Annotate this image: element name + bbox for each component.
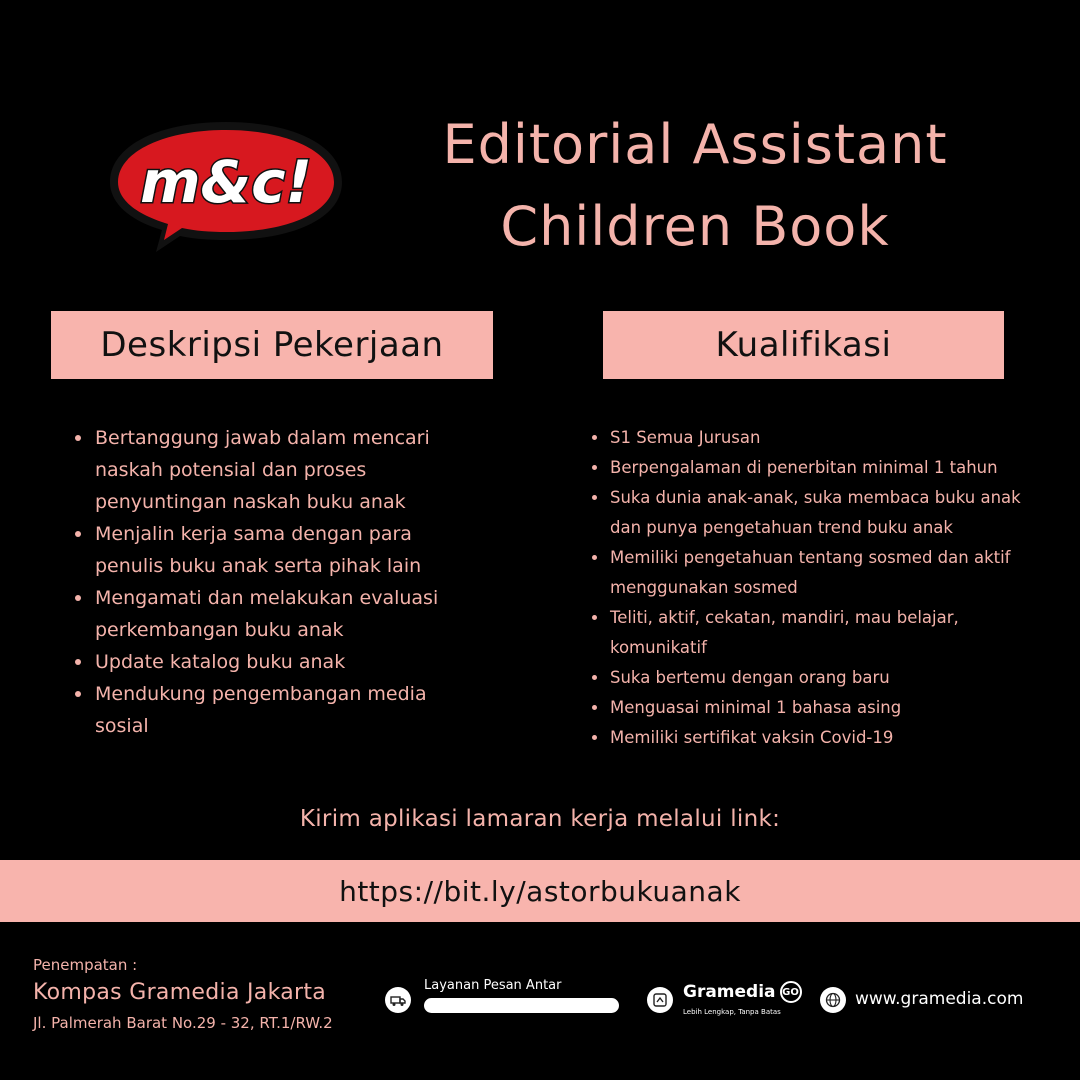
mc-logo-text: m&c!	[140, 148, 312, 216]
qualification-item: Teliti, aktif, cekatan, mandiri, mau belajar, komunikatif	[610, 603, 1050, 663]
gramedia-app-icon	[647, 987, 673, 1013]
description-item: Mengamati dan melakukan evaluasi perkembangan buku anak	[95, 582, 475, 646]
description-item: Mendukung pengembangan media sosial	[95, 678, 475, 742]
placement-address: Jl. Palmerah Barat No.29 - 32, RT.1/RW.2	[33, 1014, 333, 1032]
cta-text: Kirim aplikasi lamaran kerja melalui link:	[299, 806, 781, 832]
placement-name: Kompas Gramedia Jakarta	[33, 980, 327, 1005]
qualification-item: Suka bertemu dengan orang baru	[610, 663, 1050, 693]
delivery-label: Layanan Pesan Antar	[424, 978, 562, 993]
mc-logo-bubble	[106, 116, 346, 256]
gramedia-brand-name: Gramedia	[683, 982, 776, 1002]
qualification-item: S1 Semua Jurusan	[610, 423, 1050, 453]
description-item: Menjalin kerja sama dengan para penulis buku anak serta pihak lain	[95, 518, 475, 582]
gramedia-tagline: Lebih Lengkap, Tanpa Batas	[683, 1008, 781, 1016]
placement-label: Penempatan :	[33, 956, 138, 974]
qualifications-header: Kualifikasi	[603, 311, 1004, 379]
description-item: Bertanggung jawab dalam mencari naskah potensial dan proses penyuntingan naskah buku anak	[95, 422, 475, 518]
page-title-line-2: Children Book	[500, 195, 890, 258]
mc-logo	[106, 116, 346, 256]
application-link[interactable]: https://bit.ly/astorbukuanak	[0, 860, 1080, 922]
delivery-icon	[385, 987, 411, 1013]
qualification-item: Berpengalaman di penerbitan minimal 1 tahun	[610, 453, 1050, 483]
website-link[interactable]: www.gramedia.com	[855, 989, 1024, 1009]
qualification-item: Menguasai minimal 1 bahasa asing	[610, 693, 1050, 723]
description-header: Deskripsi Pekerjaan	[51, 311, 493, 379]
description-list	[95, 422, 475, 742]
qualification-item: Memiliki pengetahuan tentang sosmed dan aktif menggunakan sosmed	[610, 543, 1050, 603]
gramedia-go-badge: GO	[780, 981, 802, 1003]
globe-icon	[820, 987, 846, 1013]
description-item: Update katalog buku anak	[95, 646, 475, 678]
qualifications-list	[610, 423, 1050, 753]
page-title-line-1: Editorial Assistant	[442, 113, 948, 176]
qualification-item: Suka dunia anak-anak, suka membaca buku anak dan punya pengetahuan trend buku anak	[610, 483, 1050, 543]
qualification-item: Memiliki sertifikat vaksin Covid-19	[610, 723, 1050, 753]
gramedia-brand	[683, 981, 802, 1003]
delivery-contact-field	[424, 998, 619, 1013]
